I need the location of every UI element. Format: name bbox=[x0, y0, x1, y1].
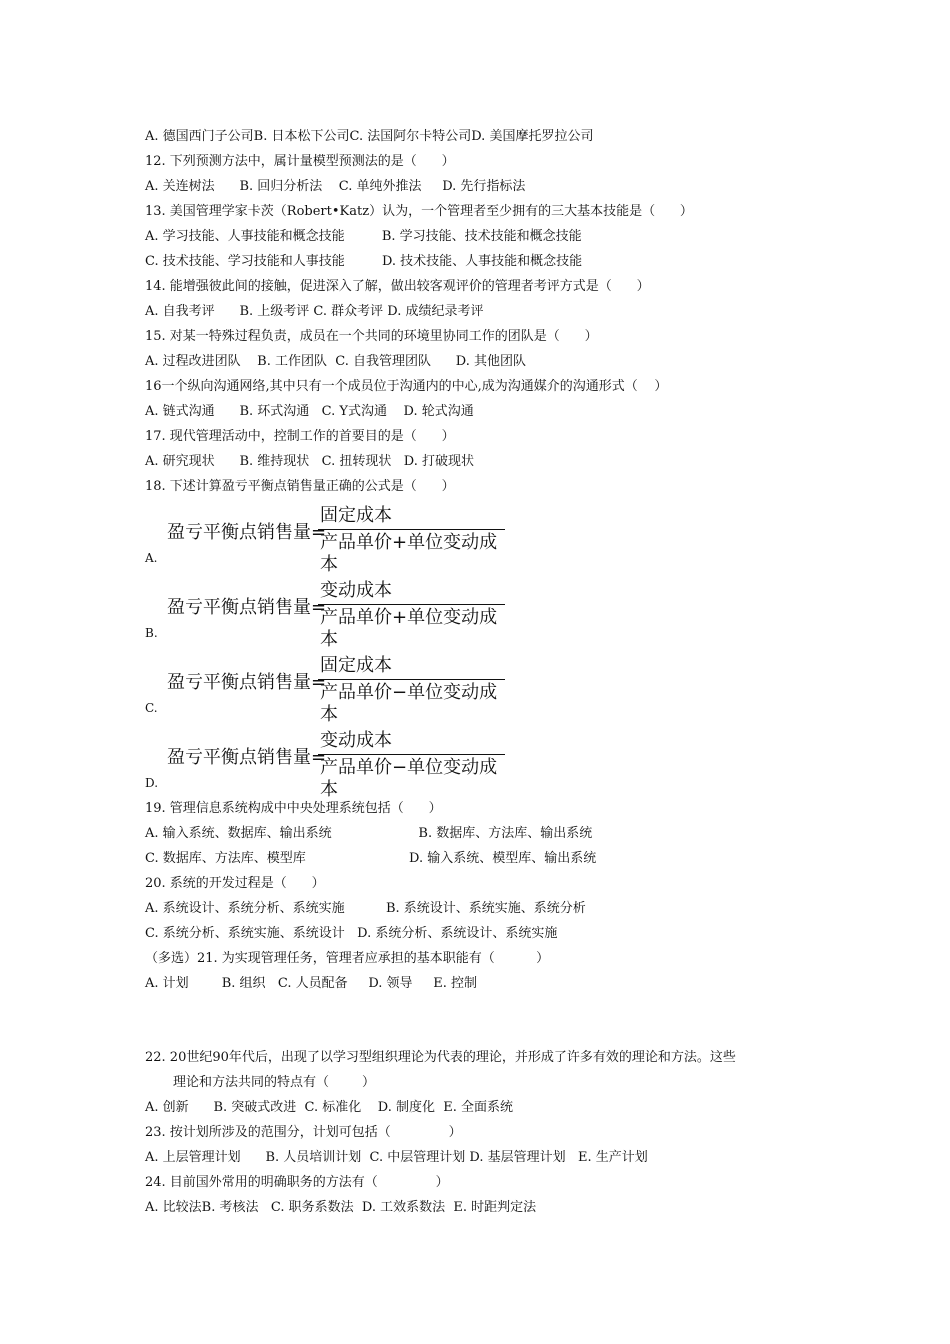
formula-lhs: 盈亏平衡点销售量= bbox=[167, 597, 327, 618]
formula-lhs: 盈亏平衡点销售量= bbox=[167, 522, 327, 543]
formula-option-d bbox=[145, 730, 645, 800]
text-line-q24: 24. 目前国外常用的明确职务的方法有（ ） bbox=[145, 1175, 449, 1190]
text-line-q23: 23. 按计划所涉及的范围分，计划可包括（ ） bbox=[145, 1125, 462, 1140]
text-line-q11-options: A. 德国西门子公司B. 日本松下公司C. 法国阿尔卡特公司D. 美国摩托罗拉公司 bbox=[145, 129, 594, 144]
formula-denominator: 产品单价+单位变动成本 bbox=[320, 607, 498, 650]
text-line-q12: 12. 下列预测方法中，属计量模型预测法的是（ ） bbox=[145, 154, 455, 169]
formula-option-a bbox=[145, 505, 645, 575]
text-line-q22-options: A. 创新 B. 突破式改进 C. 标准化 D. 制度化 E. 全面系统 bbox=[145, 1100, 514, 1115]
text-line-q19-options-ab: A. 输入系统、数据库、输出系统 B. 数据库、方法库、输出系统 bbox=[145, 826, 593, 841]
fraction-bar bbox=[318, 604, 505, 605]
text-line-q19: 19. 管理信息系统构成中中央处理系统包括（ ） bbox=[145, 801, 442, 816]
text-line-q14-options: A. 自我考评 B. 上级考评 C. 群众考评 D. 成绩纪录考评 bbox=[145, 304, 484, 319]
text-line-q20-options-cd: C. 系统分析、系统实施、系统设计 D. 系统分析、系统设计、系统实施 bbox=[145, 926, 558, 941]
text-line-q23-options: A. 上层管理计划 B. 人员培训计划 C. 中层管理计划 D. 基层管理计划 E. 生产计划 bbox=[145, 1150, 648, 1165]
text-line-q21-options: A. 计划 B. 组织 C. 人员配备 D. 领导 E. 控制 bbox=[145, 976, 477, 991]
fraction-bar bbox=[318, 679, 505, 680]
formula-numerator: 固定成本 bbox=[320, 655, 392, 676]
formula-letter: A. bbox=[145, 551, 158, 565]
formula-option-c bbox=[145, 655, 645, 725]
formula-lhs: 盈亏平衡点销售量= bbox=[167, 747, 327, 768]
formula-fraction bbox=[318, 580, 505, 651]
text-line-q12-options: A. 关连树法 B. 回归分析法 C. 单纯外推法 D. 先行指标法 bbox=[145, 179, 526, 194]
text-line-q15-options: A. 过程改进团队 B. 工作团队 C. 自我管理团队 D. 其他团队 bbox=[145, 354, 527, 369]
formula-fraction bbox=[318, 730, 505, 801]
text-line-q14: 14. 能增强彼此间的接触，促进深入了解，做出较客观评价的管理者考评方式是（ ） bbox=[145, 279, 650, 294]
text-line-q18: 18. 下述计算盈亏平衡点销售量正确的公式是（ ） bbox=[145, 479, 455, 494]
formula-numerator: 变动成本 bbox=[320, 730, 392, 751]
formula-denominator: 产品单价−单位变动成本 bbox=[320, 757, 498, 800]
text-line-q17: 17. 现代管理活动中，控制工作的首要目的是（ ） bbox=[145, 429, 455, 444]
text-line-q16-options: A. 链式沟通 B. 环式沟通 C. Y式沟通 D. 轮式沟通 bbox=[145, 404, 474, 419]
formula-letter: D. bbox=[145, 776, 159, 790]
formula-letter: B. bbox=[145, 626, 158, 640]
formula-denominator: 产品单价−单位变动成本 bbox=[320, 682, 498, 725]
text-line-q20: 20. 系统的开发过程是（ ） bbox=[145, 876, 325, 891]
text-line-q20-options-ab: A. 系统设计、系统分析、系统实施 B. 系统设计、系统实施、系统分析 bbox=[145, 901, 586, 916]
text-line-q19-options-cd: C. 数据库、方法库、模型库 D. 输入系统、模型库、输出系统 bbox=[145, 851, 597, 866]
text-line-q21: （多选）21. 为实现管理任务，管理者应承担的基本职能有（ ） bbox=[145, 951, 550, 966]
text-line-q22-cont: 理论和方法共同的特点有（ ） bbox=[173, 1075, 376, 1090]
text-line-q24-options: A. 比较法B. 考核法 C. 职务系数法 D. 工效系数法 E. 时距判定法 bbox=[145, 1200, 537, 1215]
formula-lhs: 盈亏平衡点销售量= bbox=[167, 672, 327, 693]
text-line-q13-options-cd: C. 技术技能、学习技能和人事技能 D. 技术技能、人事技能和概念技能 bbox=[145, 254, 583, 269]
text-line-q13: 13. 美国管理学家卡茨（Robert•Katz）认为，一个管理者至少拥有的三大基本技能是（ ） bbox=[145, 204, 693, 219]
formula-option-b bbox=[145, 580, 645, 650]
formula-numerator: 变动成本 bbox=[320, 580, 392, 601]
text-line-q17-options: A. 研究现状 B. 维持现状 C. 扭转现状 D. 打破现状 bbox=[145, 454, 475, 469]
text-line-q13-options-ab: A. 学习技能、人事技能和概念技能 B. 学习技能、技术技能和概念技能 bbox=[145, 229, 582, 244]
formula-denominator: 产品单价+单位变动成本 bbox=[320, 532, 498, 575]
text-line-q22: 22. 20世纪90年代后，出现了以学习型组织理论为代表的理论，并形成了许多有效的理论和方法。这些 bbox=[145, 1050, 736, 1065]
formula-fraction bbox=[318, 505, 505, 576]
fraction-bar bbox=[318, 529, 505, 530]
text-line-q15: 15. 对某一特殊过程负责，成员在一个共同的环境里协同工作的团队是（ ） bbox=[145, 329, 598, 344]
fraction-bar bbox=[318, 754, 505, 755]
formula-numerator: 固定成本 bbox=[320, 505, 392, 526]
formula-fraction bbox=[318, 655, 505, 726]
text-line-q16: 16一个纵向沟通网络,其中只有一个成员位于沟通内的中心,成为沟通媒介的沟通形式（ ） bbox=[145, 379, 668, 394]
formula-letter: C. bbox=[145, 701, 158, 715]
